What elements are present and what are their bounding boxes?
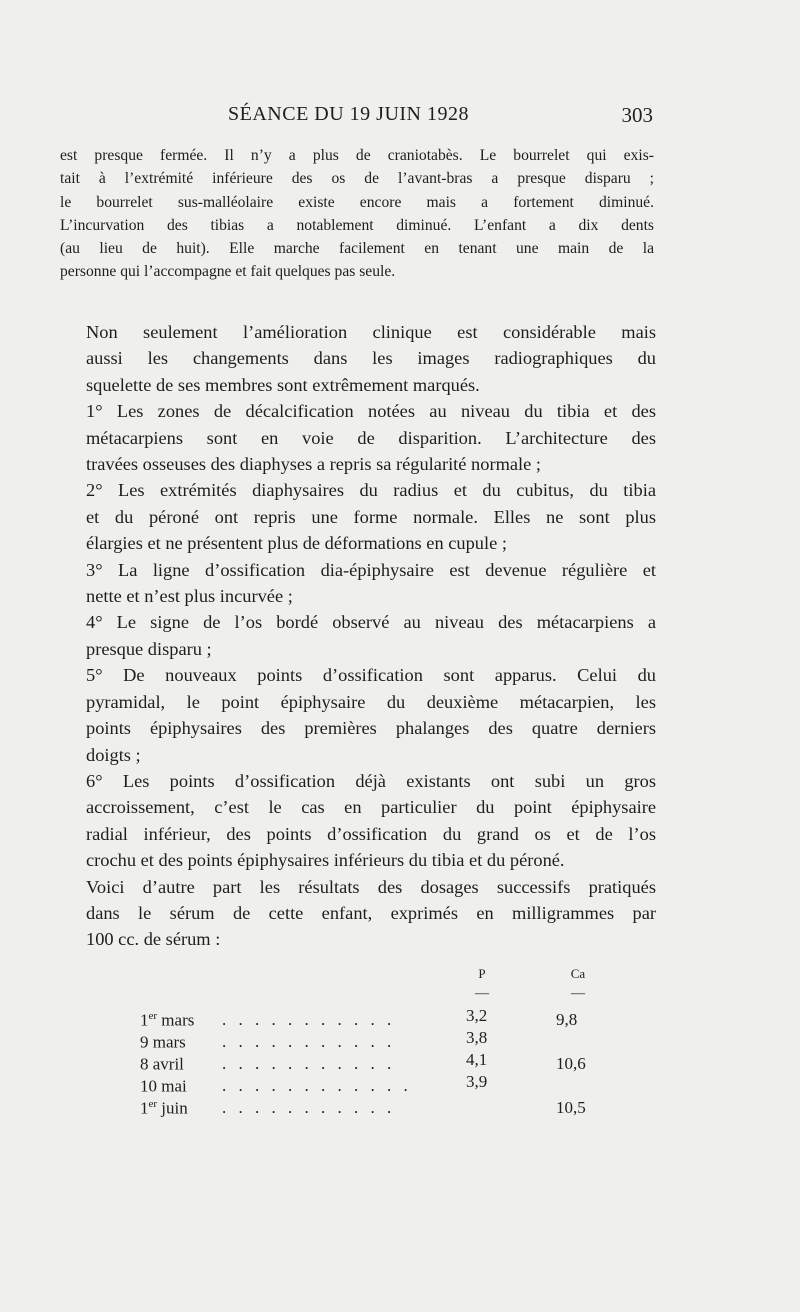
text-line: 6° Les points d’ossification déjà existants ont subi un gros: [86, 770, 656, 791]
table-header: [140, 966, 620, 1010]
text-line: et du péroné ont repris une forme normale. Elles ne sont plus: [86, 506, 656, 527]
text-line: métacarpiens sont en voie de disparition. L’architecture des: [86, 427, 656, 448]
text-line: crochu et des points épiphysaires inférieurs du tibia et du péroné.: [86, 850, 565, 871]
text-line: pyramidal, le point épiphysaire du deuxième métacarpien, les: [86, 691, 656, 712]
text-line: presque disparu ;: [86, 638, 212, 659]
value-p: 4,1: [466, 1050, 488, 1069]
paragraph: [62, 609, 656, 662]
table-row: [140, 1006, 620, 1032]
text-line: élargies et ne présentent plus de déformations en cupule ;: [86, 533, 507, 554]
text-line: 3° La ligne d’ossification dia-épiphysaire est devenue régulière et: [86, 559, 656, 580]
text-line: accroissement, c’est le cas en particulier du point épiphysaire: [86, 797, 656, 818]
row-date: [140, 1098, 188, 1119]
text-line: Voici d’autre part les résultats des dosages successifs pratiqués: [86, 876, 656, 897]
text-line: dans le sérum de cette enfant, exprimés en milligrammes par: [86, 902, 656, 923]
row-month: mars: [148, 1032, 186, 1052]
column-header-p: P: [478, 966, 486, 981]
text-line: travées osseuses des diaphyses a repris sa régularité normale ;: [86, 454, 542, 475]
table-row: [140, 1072, 620, 1098]
table-row: [140, 1098, 620, 1120]
row-day-suffix: er: [148, 1010, 158, 1022]
paragraph: [62, 398, 656, 477]
text-line: 1° Les zones de décalcification notées au niveau du tibia et des: [86, 401, 656, 422]
row-day: 1: [140, 1010, 149, 1030]
column-header-ca: Ca: [570, 966, 586, 981]
dosage-table: [140, 966, 620, 1120]
text-line: doigts ;: [86, 744, 141, 765]
text-line: radial inférieur, des points d’ossification du grand os et de l’os: [86, 823, 656, 844]
value-ca: 10,6: [556, 1054, 586, 1073]
value-p: 3,8: [466, 1028, 488, 1047]
row-date: [140, 1076, 187, 1097]
text-line: 5° De nouveaux points d’ossification sont apparus. Celui du: [86, 665, 656, 686]
row-day: 1: [140, 1098, 149, 1118]
row-day-suffix: er: [148, 1098, 158, 1110]
row-day: 9: [140, 1032, 149, 1052]
paragraph: [62, 477, 656, 556]
value-ca: 9,8: [556, 1010, 578, 1029]
text-line: le bourrelet sus-malléolaire existe encore mais a fortement diminué.: [60, 193, 654, 211]
paragraph: [62, 319, 656, 398]
text-line: Non seulement l’amélioration clinique est considérable mais: [86, 322, 656, 342]
column-rule-p: —: [475, 986, 489, 1001]
value-p: 3,9: [466, 1072, 488, 1091]
text-line: aussi les changements dans les images radiographiques du: [86, 348, 656, 369]
text-line: nette et n’est plus incurvée ;: [86, 586, 293, 607]
text-line: (au lieu de huit). Elle marche facilement en tenant une main de la: [60, 240, 654, 258]
paragraph: [62, 662, 656, 768]
table-row: [140, 1028, 620, 1054]
row-date: [140, 1010, 194, 1031]
value-ca: 10,5: [556, 1098, 586, 1117]
row-date: [140, 1054, 184, 1075]
row-date: [140, 1032, 186, 1053]
paragraph: [62, 557, 656, 610]
row-day: 8: [140, 1054, 149, 1074]
value-p: 3,2: [466, 1006, 488, 1025]
leader-dots: . . . . . . . . . . . .: [222, 1076, 412, 1095]
running-header: [228, 103, 653, 133]
page-number: 303: [621, 103, 653, 127]
main-text: [62, 319, 656, 953]
row-month: avril: [148, 1054, 184, 1074]
column-rule-ca: —: [571, 986, 585, 1001]
paragraph: [62, 768, 656, 874]
row-month: mai: [157, 1076, 187, 1096]
text-line: 2° Les extrémités diaphysaires du radius et du cubitus, du tibia: [86, 480, 656, 501]
table-row: [140, 1050, 620, 1076]
text-line: squelette de ses membres sont extrêmement marqués.: [86, 374, 480, 395]
leader-dots: . . . . . . . . . . .: [222, 1098, 396, 1117]
text-line: points épiphysaires des premières phalanges des quatre derniers: [86, 718, 656, 739]
table-body: [140, 1006, 620, 1120]
text-line: personne qui l’accompagne et fait quelques pas seule.: [60, 263, 396, 281]
row-day: 10: [140, 1076, 157, 1096]
leader-dots: . . . . . . . . . . .: [222, 1054, 396, 1073]
text-line: 100 cc. de sérum :: [86, 929, 221, 950]
text-line: 4° Le signe de l’os bordé observé au niveau des métacarpiens a: [86, 612, 656, 633]
text-line: est presque fermée. Il n’y a plus de craniotabès. Le bourrelet qui exis-: [60, 147, 654, 164]
row-month: juin: [157, 1098, 188, 1118]
paragraph: [62, 874, 656, 953]
header-title: SÉANCE DU 19 JUIN 1928: [228, 103, 469, 125]
leader-dots: . . . . . . . . . . .: [222, 1032, 396, 1051]
row-month: mars: [157, 1010, 195, 1030]
text-line: tait à l’extrémité inférieure des os de l’avant-bras a presque disparu ;: [60, 170, 654, 188]
small-print-paragraph: [60, 144, 654, 284]
leader-dots: . . . . . . . . . . .: [222, 1010, 396, 1029]
text-line: L’incurvation des tibias a notablement diminué. L’enfant a dix dents: [60, 216, 654, 234]
